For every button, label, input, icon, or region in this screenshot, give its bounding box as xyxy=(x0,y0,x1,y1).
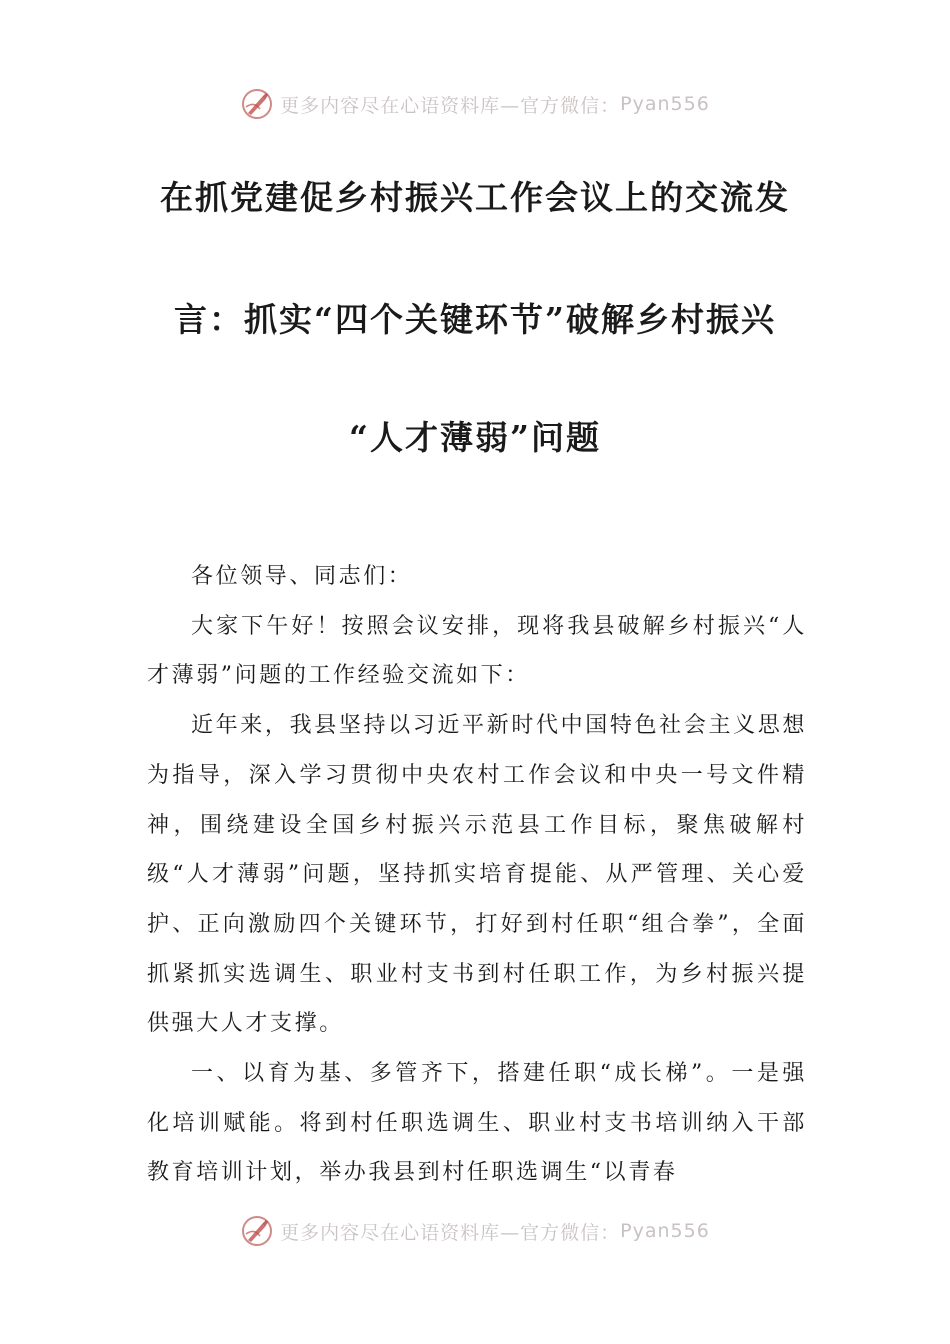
pen-logo-icon xyxy=(240,87,274,121)
watermark-wechat-id: Pyan556 xyxy=(620,93,710,115)
pen-logo-icon xyxy=(240,1214,274,1248)
watermark-text: 更多内容尽在心语资料库—官方微信： xyxy=(280,1221,621,1244)
paragraph-3: 一、以育为基、多管齐下，搭建任职“成长梯”。一是强化培训赋能。将到村任职选调生、职业村支书培训纳入干部教育培训计划，举办我县到村任职选调生“以青春 xyxy=(147,1061,807,1186)
paragraph-2: 近年来，我县坚持以习近平新时代中国特色社会主义思想为指导，深入学习贯彻中央农村工作会议和中央一号文件精神，围绕建设全国乡村振兴示范县工作目标，聚焦破解村级“人才薄弱”问题，坚持抓实培育提能、从严管理、关心爱护、正向激励四个关键环节，打好到村任职“组合拳”，全面抓紧抓实选调生、职业村支书到村任职工作，为乡村振兴提供强大人才支撑。 xyxy=(147,713,807,1037)
footer-watermark xyxy=(0,1209,950,1253)
salutation: 各位领导、同志们： xyxy=(191,564,413,589)
title-line-3: “人才薄弱”问题 xyxy=(349,418,601,457)
watermark-text: 更多内容尽在心语资料库—官方微信： xyxy=(280,94,621,117)
document-body xyxy=(147,552,807,1198)
paragraph-1: 大家下午好！按照会议安排，现将我县破解乡村振兴“人才薄弱”问题的工作经验交流如下： xyxy=(147,613,807,689)
title-line-1: 在抓党建促乡村振兴工作会议上的交流发 xyxy=(160,178,790,217)
header-watermark xyxy=(0,82,950,126)
title-line-2: 言：抓实“四个关键环节”破解乡村振兴 xyxy=(174,300,776,339)
watermark-wechat-id: Pyan556 xyxy=(620,1220,710,1242)
